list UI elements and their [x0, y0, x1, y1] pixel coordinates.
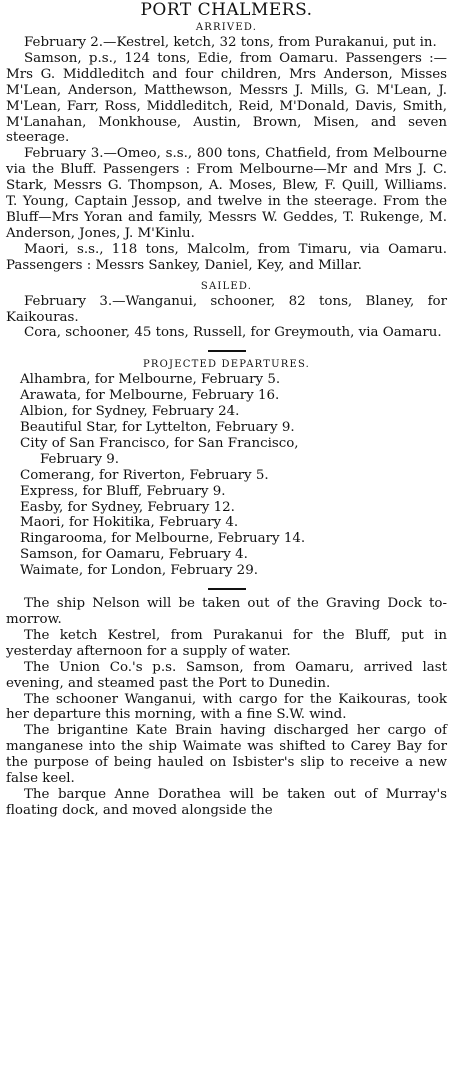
arrived-paragraph: February 2.—Kestrel, ketch, 32 tons, from Purakanui, put in.: [24, 35, 437, 50]
list-item: City of San Francisco, for San Francisco, February 9.: [20, 435, 299, 467]
arrived-paragraph: Samson, p.s., 124 tons, Edie, from Oamaru. Passengers :—Mrs G. Middleditch and four children, Mrs Anderson, Misses M'Lean, Anderson, Matthewson, Messrs J. Mills, G. M'Lean, J. M'Lean, Farr, Ross, Middleditch, Reid, M'Donald, Davis, Smith, M'Lanahan, Monkhouse, Austin, Brown, Misen, and seven steerage.: [6, 50, 447, 146]
list-item: Ringarooma, for Melbourne, February 14.: [20, 531, 306, 547]
list-item: Samson, for Oamaru, February 4.: [20, 547, 248, 563]
sailed-paragraph: February 3.—Wanganui, schooner, 82 tons, Blaney, for Kaikouras.: [6, 293, 447, 325]
section-divider: [208, 588, 246, 590]
news-paragraph: The ketch Kestrel, from Purakanui for the Bluff, put in yesterday afternoon for a supply of water.: [6, 627, 447, 659]
arrived-heading: ARRIVED.: [195, 22, 258, 33]
sailed-paragraph: Cora, schooner, 45 tons, Russell, for Greymouth, via Oamaru.: [24, 325, 442, 341]
list-item: Maori, for Hokitika, February 4.: [20, 515, 239, 531]
departures-heading: PROJECTED DEPARTURES.: [142, 359, 311, 371]
news-paragraph: The Union Co.'s p.s. Samson, from Oamaru, arrived last evening, and steamed past the Port to Dunedin.: [6, 659, 447, 691]
sailed-heading: SAILED.: [200, 280, 253, 292]
arrived-paragraph: February 3.—Omeo, s.s., 800 tons, Chatfield, from Melbourne via the Bluff. Passengers : From Melbourne—Mr and Mrs J. C. Stark, Messrs G. Thompson, A. Moses, Blew, F. Quill, Williams. T. Young, Captain Jessop, and twelve in the steerage. From the Bluff—Mrs Yoran and family, Messrs W. Geddes, T. Rukenge, M. Anderson, Jones, J. M'Kinlu.: [6, 146, 447, 241]
list-item: Beautiful Star, for Lyttelton, February 9.: [20, 420, 295, 436]
departures-list: [6, 372, 447, 579]
list-item: Comerang, for Riverton, February 5.: [20, 467, 269, 483]
news-paragraph: The brigantine Kate Brain having discharged her cargo of manganese into the ship Waimate was shifted to Carey Bay for the purpose of being hauled on Isbister's slip to receive a new false keel.: [6, 723, 447, 787]
list-item: Express, for Bluff, February 9.: [20, 483, 226, 499]
news-paragraph: The schooner Wanganui, with cargo for the Kaikouras, took her departure this morning, with a fine S.W. wind.: [6, 691, 447, 723]
list-item: Easby, for Sydney, February 12.: [20, 499, 235, 515]
list-item: Arawata, for Melbourne, February 16.: [20, 388, 280, 404]
news-paragraph: The barque Anne Dorathea will be taken out of Murray's floating dock, and moved alongside the: [6, 786, 447, 818]
news-paragraph: The ship Nelson will be taken out of the Graving Dock to-morrow.: [6, 596, 447, 627]
masthead-title: PORT CHALMERS.: [140, 0, 313, 20]
section-divider: [208, 350, 246, 352]
arrived-paragraph: Maori, s.s., 118 tons, Malcolm, from Timaru, via Oamaru. Passengers : Messrs Sankey, Daniel, Key, and Millar.: [6, 241, 447, 273]
list-item: Albion, for Sydney, February 24.: [20, 404, 240, 420]
list-item: Waimate, for London, February 29.: [20, 563, 258, 579]
list-item: Alhambra, for Melbourne, February 5.: [20, 372, 281, 388]
